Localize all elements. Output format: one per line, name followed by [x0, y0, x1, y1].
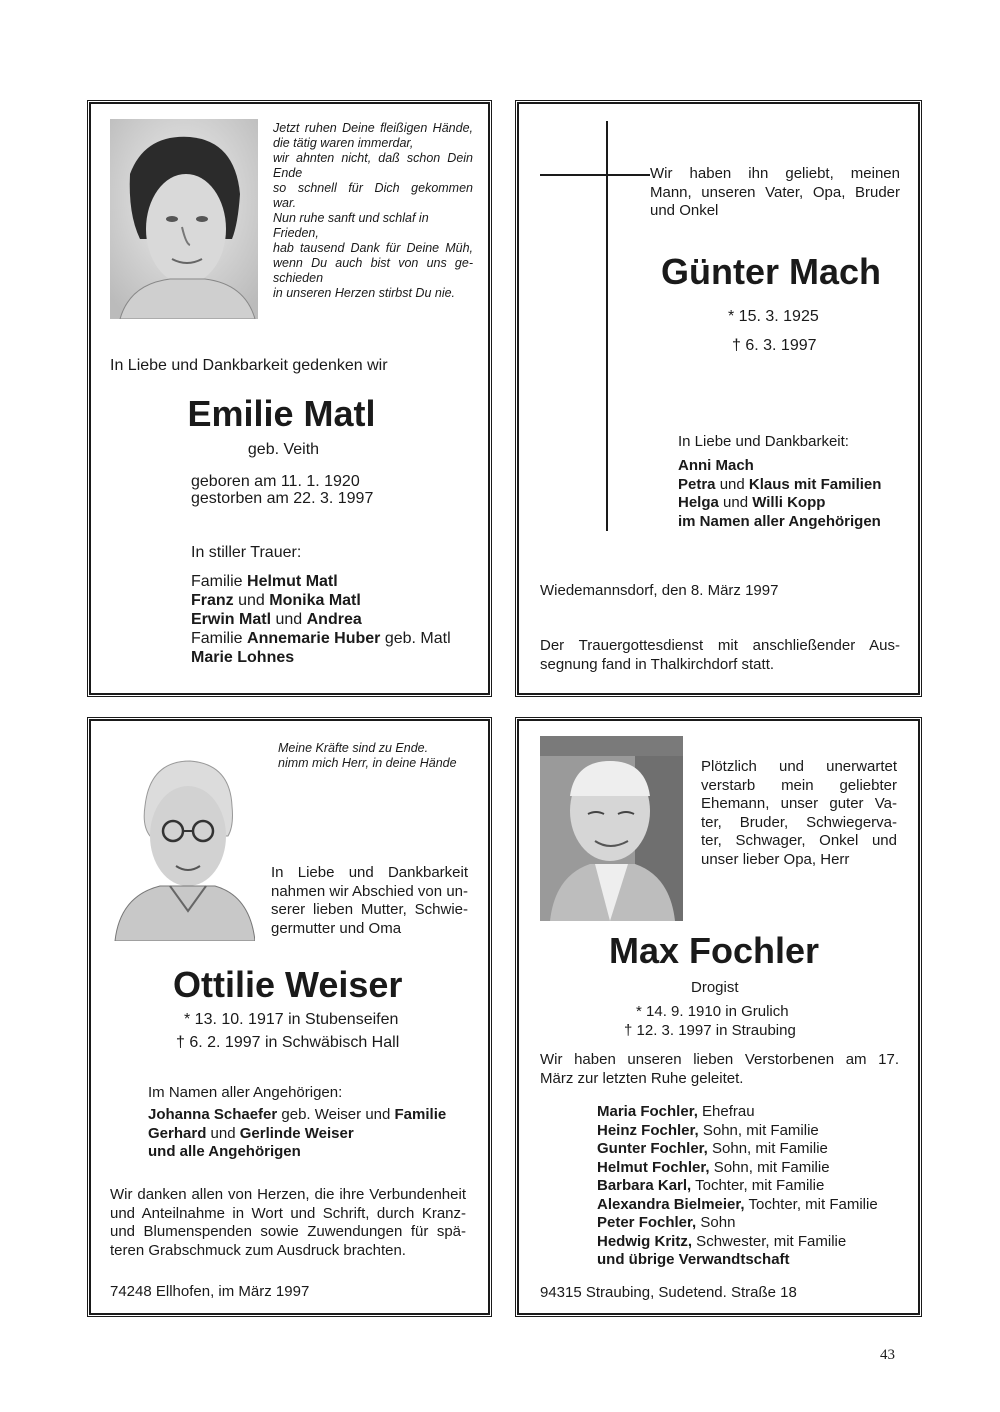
poem-line: Ende: [273, 166, 303, 180]
intro-text: [650, 165, 900, 221]
family-line: Johanna Schaefer geb. Weiser und Familie: [148, 1106, 447, 1123]
place-date: Wiedemannsdorf, den 8. März 1997: [540, 582, 779, 599]
poem-line: schieden: [273, 271, 324, 285]
poem-line: Nun ruhe sanft und schlaf in: [273, 211, 429, 225]
thanks-label: In Liebe und Dankbarkeit:: [678, 433, 849, 450]
family-line: Hedwig Kritz, Schwester, mit Familie: [597, 1232, 847, 1250]
poem-line: wir ahnten nicht, daß schon Dein: [273, 151, 473, 165]
death-date: † 6. 2. 1997 in Schwäbisch Hall: [176, 1034, 400, 1051]
poem-line: so schnell für Dich gekommen: [273, 181, 473, 195]
family-line: Heinz Fochler, Sohn, mit Familie: [597, 1121, 819, 1139]
deceased-name: Emilie Matl: [187, 393, 376, 434]
intro-text: [701, 758, 897, 869]
family-line: Alexandra Bielmeier, Tochter, mit Familie: [597, 1195, 878, 1213]
thanks-line: und Blumenspenden sowie Zuwendungen für spä-: [110, 1223, 466, 1240]
death-date: gestorben am 22. 3. 1997: [191, 490, 374, 507]
intro-line: germutter und Oma: [271, 919, 402, 937]
family-line: Marie Lohnes: [191, 649, 295, 666]
family-line: Gunter Fochler, Sohn, mit Familie: [597, 1140, 828, 1157]
intro-line: unser lieber Opa, Herr: [701, 850, 850, 868]
service-line: segnung fand in Thalkirchdorf statt.: [540, 655, 775, 673]
poem-line: war.: [273, 196, 297, 210]
profession: Drogist: [691, 979, 739, 996]
family-line: Familie Annemarie Huber geb. Matl: [191, 630, 451, 647]
intro-line: verstarb mein geliebter: [701, 776, 897, 794]
portrait-photo: [110, 119, 258, 319]
intro-line: ter, Bruder, Schwiegerva-: [701, 813, 897, 831]
family-line: Gerhard und Gerlinde Weiser: [148, 1124, 354, 1142]
intro-line: Wir haben ihn geliebt, meinen: [650, 165, 900, 182]
obituary-max-fochler: [515, 717, 922, 1317]
intro-text: In Liebe und Dankbarkeit gedenken wir: [110, 357, 388, 374]
family-line: Maria Fochler, Ehefrau: [597, 1103, 755, 1120]
poem-line: die tätig waren immerdar,: [273, 136, 414, 150]
family-line: und alle Angehörigen: [148, 1143, 301, 1160]
address: 94315 Straubing, Sudetend. Straße 18: [540, 1284, 797, 1301]
rest-line: Wir haben unseren lieben Verstorbenen am 17.: [540, 1051, 899, 1068]
family-line: Helga und Willi Kopp: [678, 494, 826, 511]
poem-line: nimm mich Herr, in deine Hände: [278, 756, 457, 770]
poem-line: hab tausend Dank für Deine Müh,: [273, 241, 473, 255]
family-list: [597, 1103, 878, 1270]
portrait-photo: [540, 736, 683, 921]
birth-date: * 13. 10. 1917 in Stubenseifen: [184, 1011, 399, 1028]
intro-line: Mann, unseren Vater, Opa, Bruder: [650, 183, 900, 201]
thanks-line: teren Grabschmuck zum Ausdruck brachten.: [110, 1241, 406, 1259]
obituary-guenter-mach: [515, 100, 922, 697]
deceased-name: Günter Mach: [661, 251, 882, 292]
poem-line: in unseren Herzen stirbst Du nie.: [273, 286, 456, 300]
maiden-name: geb. Veith: [247, 441, 320, 458]
family-line: Petra und Klaus mit Familien: [678, 475, 882, 493]
poem-line: Jetzt ruhen Deine fleißigen Hände,: [273, 121, 473, 135]
family-line: und übrige Verwandtschaft: [597, 1251, 790, 1268]
intro-text: [271, 864, 468, 938]
family-line: Familie Helmut Matl: [191, 573, 338, 590]
service-text: [540, 637, 900, 674]
poem-line: Meine Kräfte sind zu Ende.: [278, 741, 429, 755]
deceased-name: Ottilie Weiser: [173, 964, 403, 1005]
poem-line: wenn Du auch bist von uns ge-: [273, 256, 473, 270]
rest-line: März zur letzten Ruhe geleitet.: [540, 1069, 744, 1087]
family-line: Erwin Matl und Andrea: [191, 611, 362, 628]
intro-line: Ehemann, unser guter Va-: [701, 795, 897, 812]
family-line: Franz und Monika Matl: [191, 592, 361, 609]
intro-line: ter, Schwager, Onkel und: [701, 832, 897, 849]
family-line: Peter Fochler, Sohn: [597, 1214, 736, 1231]
family-list: [191, 572, 451, 667]
family-line: Anni Mach: [678, 457, 754, 474]
birth-date: geboren am 11. 1. 1920: [191, 473, 360, 490]
poem-line: Frieden,: [273, 226, 319, 240]
deceased-name: Max Fochler: [609, 930, 820, 971]
family-line: Helmut Fochler, Sohn, mit Familie: [597, 1158, 830, 1176]
birth-date: * 14. 9. 1910 in Grulich: [636, 1003, 789, 1020]
intro-line: Plötzlich und unerwartet: [701, 758, 897, 775]
family-line: im Namen aller Angehörigen: [678, 512, 881, 530]
page-number: 43: [880, 1347, 895, 1363]
relatives-label: Im Namen aller Angehörigen:: [148, 1084, 343, 1101]
family-list: [148, 1106, 446, 1162]
obituary-emilie-matl: [87, 100, 492, 697]
place-date: 74248 Ellhofen, im März 1997: [110, 1283, 310, 1300]
intro-line: serer lieben Mutter, Schwie-: [271, 901, 468, 918]
thanks-line: und Anteilnahme in Wort und Schrift, durch Kranz-: [110, 1204, 466, 1222]
intro-line: und Onkel: [650, 202, 719, 219]
death-date: † 6. 3. 1997: [732, 337, 817, 354]
poem: [278, 741, 457, 771]
mourning-label: In stiller Trauer:: [191, 544, 302, 561]
thanks-line: Wir danken allen von Herzen, die ihre Verbundenheit: [110, 1186, 466, 1203]
thanks-text: [110, 1186, 466, 1260]
family-list: [678, 457, 881, 531]
service-line: Der Trauergottesdienst mit anschließender Aus-: [540, 637, 900, 654]
poem: [273, 121, 473, 301]
obituary-ottilie-weiser: [87, 717, 492, 1317]
family-line: Barbara Karl, Tochter, mit Familie: [597, 1177, 825, 1194]
death-date: † 12. 3. 1997 in Straubing: [624, 1022, 796, 1039]
portrait-photo: [110, 746, 255, 941]
rest-text: [540, 1051, 899, 1088]
birth-date: * 15. 3. 1925: [728, 308, 819, 325]
cross-icon: [540, 121, 650, 531]
intro-line: In Liebe und Dankbarkeit: [271, 864, 468, 881]
intro-line: nahmen wir Abschied von un-: [271, 882, 468, 900]
